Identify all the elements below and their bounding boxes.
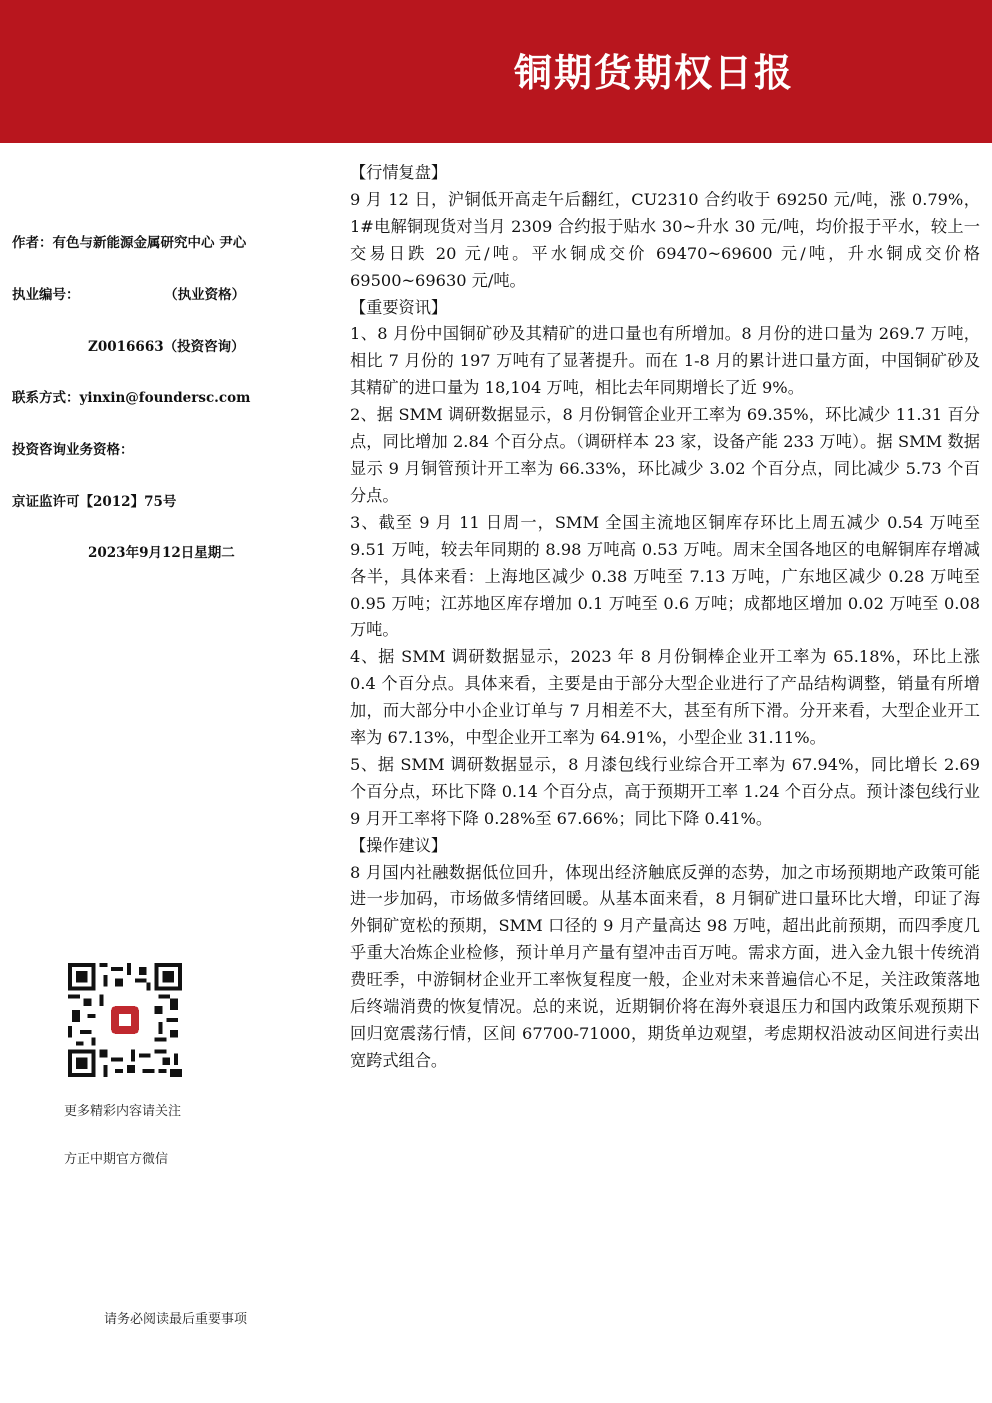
- section-heading-review: 【行情复盘】: [350, 163, 448, 182]
- qr-caption-wechat: 方正中期官方微信: [64, 1152, 169, 1167]
- section-heading-news: 【重要资讯】: [350, 297, 448, 317]
- news-item-2: 2、据 SMM 调研数据显示，8 月份铜管企业开工率为 69.35%，环比减少 11.31 百分点，同比增加 2.84 个百分点。（调研样本 23 家，设备产能 233 万吨）。据 SMM 数据显示 9 月铜管预计开工率为 66.33%，环比减少 3.02 个百分点，同比减少 5.73 个百分点。: [350, 405, 980, 505]
- report-title: 铜期货期权日报: [514, 51, 795, 95]
- license-number: Z0016663（投资咨询）: [88, 339, 245, 355]
- sidebar: [0, 143, 330, 1403]
- header-banner: [0, 0, 992, 143]
- news-item-4: 4、据 SMM 调研数据显示，2023 年 8 月份铜棒企业开工率为 65.18%，环比上涨 0.4 个百分点。具体来看，主要是由于部分大型企业进行了产品结构调整，销量有所增加，而大部分中小企业订单与 7 月相差不大，甚至有所下滑。分开来看，大型企业开工率为 67.13%，中型企业开工率为 64.91%，小型企业 31.11%。: [350, 647, 980, 748]
- author-line: 作者：有色与新能源金属研究中心 尹心: [12, 235, 247, 251]
- permit-line: 京证监许可【2012】75号: [12, 494, 177, 510]
- news-item-5: 5、据 SMM 调研数据显示，8 月漆包线行业综合开工率为 67.94%，同比增长 2.69 个百分点，环比下降 0.14 个百分点，高于预期开工率 1.24 个百分点。预计漆包线行业 9 月开工率将下降 0.28%至 67.66%；同比下降 0.41%。: [350, 754, 980, 828]
- review-paragraph: 9 月 12 日，沪铜低开高走午后翻红，CU2310 合约收于 69250 元/吨，涨 0.79%，1#电解铜现货对当月 2309 合约报于贴水 30~升水 30 元/吨，均价报于平水，较上一交易日跌 20 元/吨。平水铜成交价 69470~69600 元/吨，升水铜成交价格 69500~69630 元/吨。: [350, 189, 980, 290]
- news-item-3: 3、截至 9 月 11 日周一，SMM 全国主流地区铜库存环比上周五减少 0.54 万吨至 9.51 万吨，较去年同期的 8.98 万吨高 0.53 万吨。周末全国各地区的电解铜库存增减各半，具体来看：上海地区减少 0.38 万吨至 7.13 万吨，广东地区减少 0.28 万吨至 0.95 万吨；江苏地区库存增加 0.1 万吨至 0.6 万吨；成都地区增加 0.02 万吨至 0.08 万吨。: [350, 512, 980, 640]
- report-date: 2023年9月12日星期二: [88, 545, 235, 561]
- news-item-1: 1、8 月份中国铜矿砂及其精矿的进口量也有所增加。8 月份的进口量为 269.7 万吨，相比 7 月份的 197 万吨有了显著提升。而在 1-8 月的累计进口量方面，中国铜矿砂及其精矿的进口量为 18,104 万吨，相比去年同期增长了近 9%。: [350, 324, 980, 398]
- advice-paragraph: 8 月国内社融数据低位回升，体现出经济触底反弹的态势，加之市场预期地产政策可能进一步加码，市场做多情绪回暖。从基本面来看，8 月铜矿进口量环比大增，印证了海外铜矿宽松的预期，SMM 口径的 9 月产量高达 98 万吨，超出此前预期，而四季度几乎重大冶炼企业检修，预计单月产量有望冲击百万吨。需求方面，进入金九银十传统消费旺季，中游铜材企业开工率恢复程度一般，企业对未来普遍信心不足，关注政策落地后终端消费的恢复情况。总的来说，近期铜价将在海外衰退压力和国内政策乐观预期下回归宽震荡行情，区间 67700-71000，期货单边观望，考虑期权沿波动区间进行卖出宽跨式组合。: [350, 862, 980, 1070]
- disclaimer-note: 请务必阅读最后重要事项: [104, 1312, 248, 1327]
- section-heading-advice: 【操作建议】: [350, 835, 448, 855]
- qr-caption-follow: 更多精彩内容请关注: [64, 1104, 182, 1119]
- qr-code-icon: [68, 963, 182, 1077]
- qualification-line: 投资咨询业务资格：: [12, 442, 134, 458]
- report-body: [350, 160, 980, 1075]
- license-label: 执业编号： （执业资格）: [12, 287, 246, 303]
- contact-line: 联系方式：yinxin@foundersc.com: [12, 390, 251, 406]
